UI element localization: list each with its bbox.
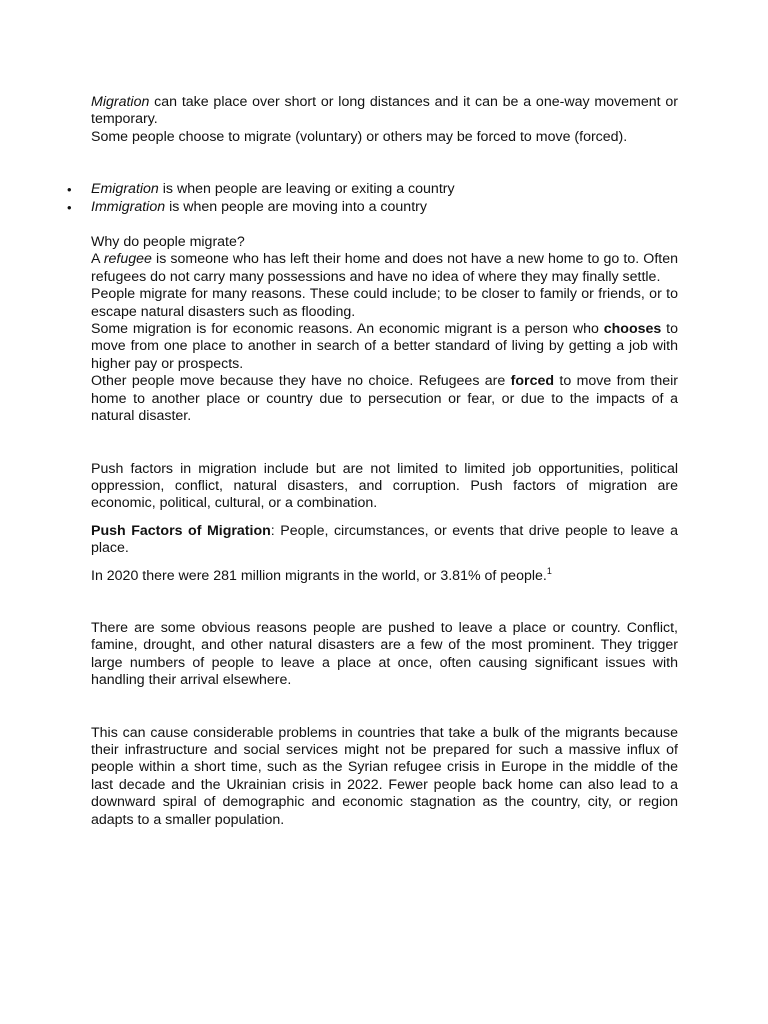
- chooses-emphasis: chooses: [603, 321, 662, 338]
- emigration-definition: is when people are leaving or exiting a country: [158, 181, 455, 198]
- problems-paragraph: This can cause considerable problems in countries that take a bulk of the migrants because their infrastructure and social services might not be prepared for such a massive influx of people within a short time, such as the Syrian refugee crisis in Europe in the middle of the last decade and the Ukrainian crisis in 2022. Fewer people back home can also lead to a downward spiral of demographic and economic stagnation as the country, city, or region adapts to a smaller population.: [91, 724, 678, 828]
- push-factors-definition: [91, 523, 678, 558]
- document-page: [67, 94, 678, 829]
- economic-text-start: Some migration is for economic reasons. An economic migrant is a person who: [91, 321, 604, 338]
- economic-paragraph: [91, 321, 678, 373]
- forced-emphasis: forced: [510, 373, 555, 390]
- push-factors-meaning: : People, circumstances, or events that drive people to leave a place.: [91, 522, 678, 557]
- forced-text-start: Other people move because they have no choice. Refugees are: [91, 373, 511, 390]
- migration-definition: can take place over short or long distances and it can be a one-way movement or temporary.: [91, 94, 678, 128]
- intro-paragraph: [91, 94, 678, 129]
- immigration-term: Immigration: [91, 198, 166, 215]
- list-item: [67, 181, 678, 198]
- bullet-icon: •: [67, 182, 72, 198]
- forced-text-end: to move from their home to another place or country due to persecution or fear, or due to the impacts of a natural disaster.: [91, 373, 678, 425]
- statistic-text: In 2020 there were 281 million migrants in the world, or 3.81% of people.: [91, 567, 547, 584]
- voluntary-forced-line: Some people choose to migrate (voluntary) or others may be forced to move (forced).: [91, 128, 628, 145]
- bullet-icon: •: [67, 199, 72, 215]
- push-factors-paragraph: Push factors in migration include but are not limited to limited job opportunities, political oppression, conflict, natural disasters, and corruption. Push factors of migration are economic, political, cultural, or a combination.: [91, 460, 678, 512]
- immigration-definition: is when people are moving into a country: [165, 198, 427, 215]
- forced-paragraph: [91, 373, 678, 425]
- obvious-reasons-paragraph: There are some obvious reasons people are pushed to leave a place or country. Conflict, famine, drought, and other natural disasters are a few of the most prominent. They trigger large numbers of people to leave a place at once, often causing significant issues with handling their arrival elsewhere.: [91, 619, 678, 689]
- refugee-definition: is someone who has left their home and does not have a new home to go to. Often refugees do not carry many possessions and have no idea of where they may finally settle.: [91, 251, 678, 285]
- migration-term: Migration: [91, 94, 150, 110]
- bullet-list: [67, 181, 678, 216]
- refugee-article: A: [91, 251, 104, 268]
- footnote-marker[interactable]: 1: [546, 565, 552, 576]
- refugee-term: refugee: [103, 251, 152, 268]
- refugee-paragraph: [91, 251, 678, 286]
- economic-text-end: to move from one place to another in search of a better standard of living by getting a job with higher pay or prospects.: [91, 321, 678, 372]
- migrant-statistic: [91, 565, 678, 585]
- emigration-term: Emigration: [91, 181, 159, 198]
- why-migrate-heading: Why do people migrate?: [91, 234, 245, 251]
- push-factors-term: Push Factors of Migration: [91, 522, 271, 539]
- reasons-paragraph: People migrate for many reasons. These could include; to be closer to family or friends, or to escape natural disasters such as flooding.: [91, 286, 678, 320]
- list-item: [67, 198, 678, 216]
